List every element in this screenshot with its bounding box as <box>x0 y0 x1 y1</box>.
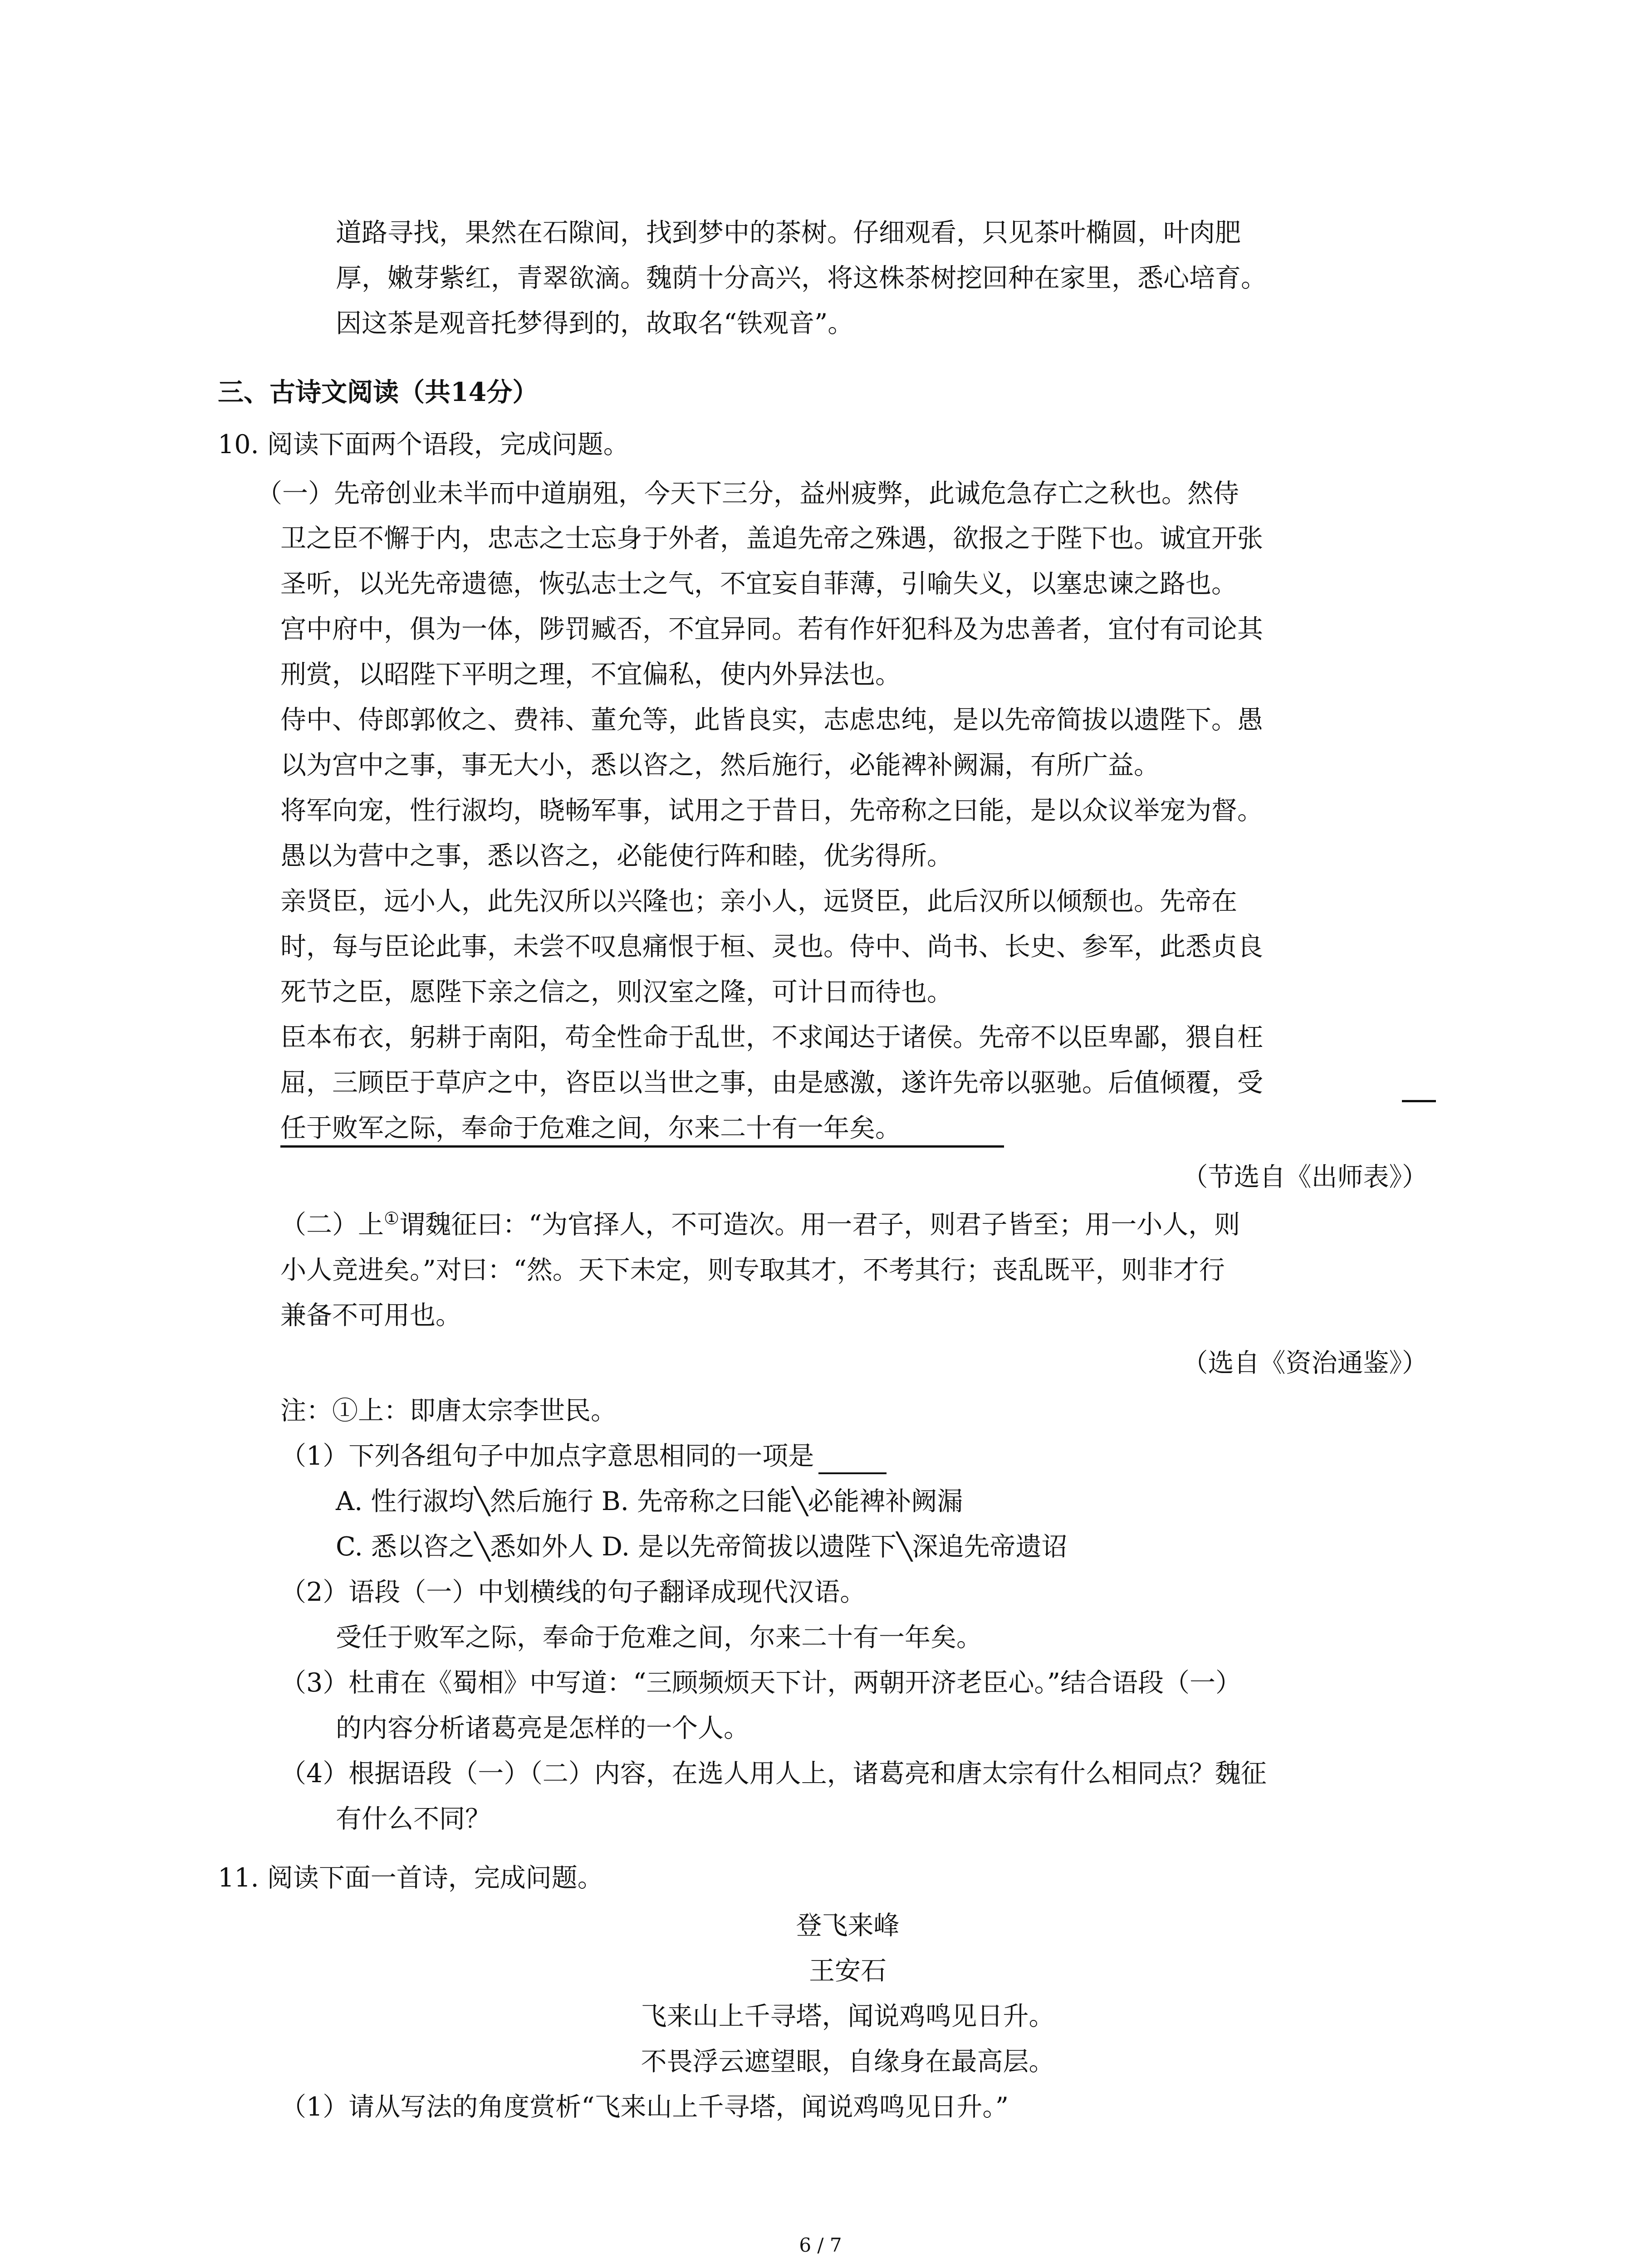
subquestion-4-line-1: （4）根据语段（一）（二）内容，在选人用人上，诸葛亮和唐太宗有什么相同点？魏征 <box>280 1759 1267 1789</box>
passage1-line-1: （一）先帝创业未半而中道崩殂，今天下三分，益州疲弊，此诚危急存亡之秋也。然侍 <box>256 479 1239 508</box>
q11-subquestion-1: （1）请从写法的角度赏析“飞来山上千寻塔，闻说鸡鸣见日升。” <box>280 2092 1009 2122</box>
poem-author: 王安石 <box>809 1956 887 1986</box>
passage2-line-1 <box>280 1207 1240 1243</box>
underline-segment-2 <box>280 1145 1004 1148</box>
question-11-stem: 11. 阅读下面一首诗，完成问题。 <box>218 1863 603 1893</box>
poem-title: 登飞来峰 <box>796 1911 900 1941</box>
subquestion-1 <box>280 1438 887 1474</box>
passage1-line-2: 卫之臣不懈于内，忠志之士忘身于外者，盖追先帝之殊遇，欲报之于陛下也。诚宜开张 <box>280 523 1263 553</box>
passage2-line-1-rest: 谓魏征曰：“为官择人，不可造次。用一君子，则君子皆至；用一小人，则 <box>399 1210 1240 1240</box>
page-number: 6 / 7 <box>799 2234 842 2256</box>
carryover-line-1: 道路寻找，果然在石隙间，找到梦中的茶树。仔细观看，只见茶叶椭圆，叶肉肥 <box>336 218 1241 248</box>
passage1-line-5: 刑赏，以昭陛下平明之理，不宜偏私，使内外异法也。 <box>280 660 901 689</box>
passage1-line-4: 宫中府中，俱为一体，陟罚臧否，不宜异同。若有作奸犯科及为忠善者，宜付有司论其 <box>280 614 1263 644</box>
passage1-source: （节选自《出师表》） <box>1182 1162 1428 1192</box>
passage2-prefix: （二）上 <box>280 1210 384 1240</box>
passage1-line-3: 圣听，以光先帝遗德，恢弘志士之气，不宜妄自菲薄，引喻失义，以塞忠谏之路也。 <box>280 569 1237 599</box>
passage1-line-9: 愚以为营中之事，悉以咨之，必能使行阵和睦，优劣得所。 <box>280 841 953 871</box>
subquestion-2: （2）语段（一）中划横线的句子翻译成现代汉语。 <box>280 1577 866 1607</box>
passage1-line-6: 侍中、侍郎郭攸之、费祎、董允等，此皆良实，志虑忠纯，是以先帝简拔以遗陛下。愚 <box>280 705 1263 735</box>
passage1-line-13: 臣本布衣，躬耕于南阳，苟全性命于乱世，不求闻达于诸侯。先帝不以臣卑鄙，猥自枉 <box>280 1022 1263 1052</box>
poem-line-2: 不畏浮云遮望眼，自缘身在最高层。 <box>641 2047 1055 2077</box>
carryover-line-3: 因这茶是观音托梦得到的，故取名“铁观音”。 <box>336 308 854 338</box>
subquestion-1-options-row-2: C. 悉以咨之╲悉如外人 D. 是以先帝简拔以遗陛下╲深追先帝遗诏 <box>336 1532 1068 1562</box>
note-mark-1: ① <box>384 1208 400 1228</box>
answer-blank[interactable] <box>818 1450 887 1474</box>
passage1-line-8: 将军向宠，性行淑均，晓畅军事，试用之于昔日，先帝称之曰能，是以众议举宠为督。 <box>280 796 1263 826</box>
passage2-line-3: 兼备不可用也。 <box>280 1300 461 1330</box>
question-10-stem: 10. 阅读下面两个语段，完成问题。 <box>218 430 629 459</box>
subquestion-1-text: （1）下列各组句子中加点字意思相同的一项是 <box>280 1441 814 1471</box>
passage1-line-7: 以为宫中之事，事无大小，悉以咨之，然后施行，必能裨补阙漏，有所广益。 <box>280 750 1160 780</box>
section-title: 三、古诗文阅读（共14分） <box>218 377 539 407</box>
passage1-line-10: 亲贤臣，远小人，此先汉所以兴隆也；亲小人，远贤臣，此后汉所以倾颓也。先帝在 <box>280 886 1237 916</box>
underline-segment-1 <box>1402 1100 1436 1102</box>
poem-line-1: 飞来山上千寻塔，闻说鸡鸣见日升。 <box>641 2001 1055 2031</box>
passage1-line-14: 屈，三顾臣于草庐之中，咨臣以当世之事，由是感激，遂许先帝以驱驰。后值倾覆，受 <box>280 1068 1263 1098</box>
passage1-line-15: 任于败军之际，奉命于危难之间，尔来二十有一年矣。 <box>280 1113 901 1143</box>
passage1-line-11: 时，每与臣论此事，未尝不叹息痛恨于桓、灵也。侍中、尚书、长史、参军，此悉贞良 <box>280 932 1263 962</box>
passage1-line-12: 死节之臣，愿陛下亲之信之，则汉室之隆，可计日而待也。 <box>280 977 953 1007</box>
subquestion-3-line-1: （3）杜甫在《蜀相》中写道：“三顾频烦天下计，两朝开济老臣心。”结合语段（一） <box>280 1668 1242 1698</box>
annotation-note: 注：①上：即唐太宗李世民。 <box>280 1396 617 1426</box>
subquestion-3-line-2: 的内容分析诸葛亮是怎样的一个人。 <box>336 1713 749 1743</box>
passage2-source: （选自《资治通鉴》） <box>1182 1348 1428 1378</box>
subquestion-4-line-2: 有什么不同？ <box>336 1804 491 1834</box>
carryover-line-2: 厚，嫩芽紫红，青翠欲滴。魏荫十分高兴，将这株茶树挖回种在家里，悉心培育。 <box>336 263 1267 293</box>
passage2-line-2: 小人竞进矣。”对曰：“然。天下未定，则专取其才，不考其行；丧乱既平，则非才行 <box>280 1255 1225 1285</box>
subquestion-1-options-row-1: A. 性行淑均╲然后施行 B. 先帝称之曰能╲必能裨补阙漏 <box>336 1486 963 1516</box>
subquestion-2-sentence: 受任于败军之际，奉命于危难之间，尔来二十有一年矣。 <box>336 1623 982 1652</box>
